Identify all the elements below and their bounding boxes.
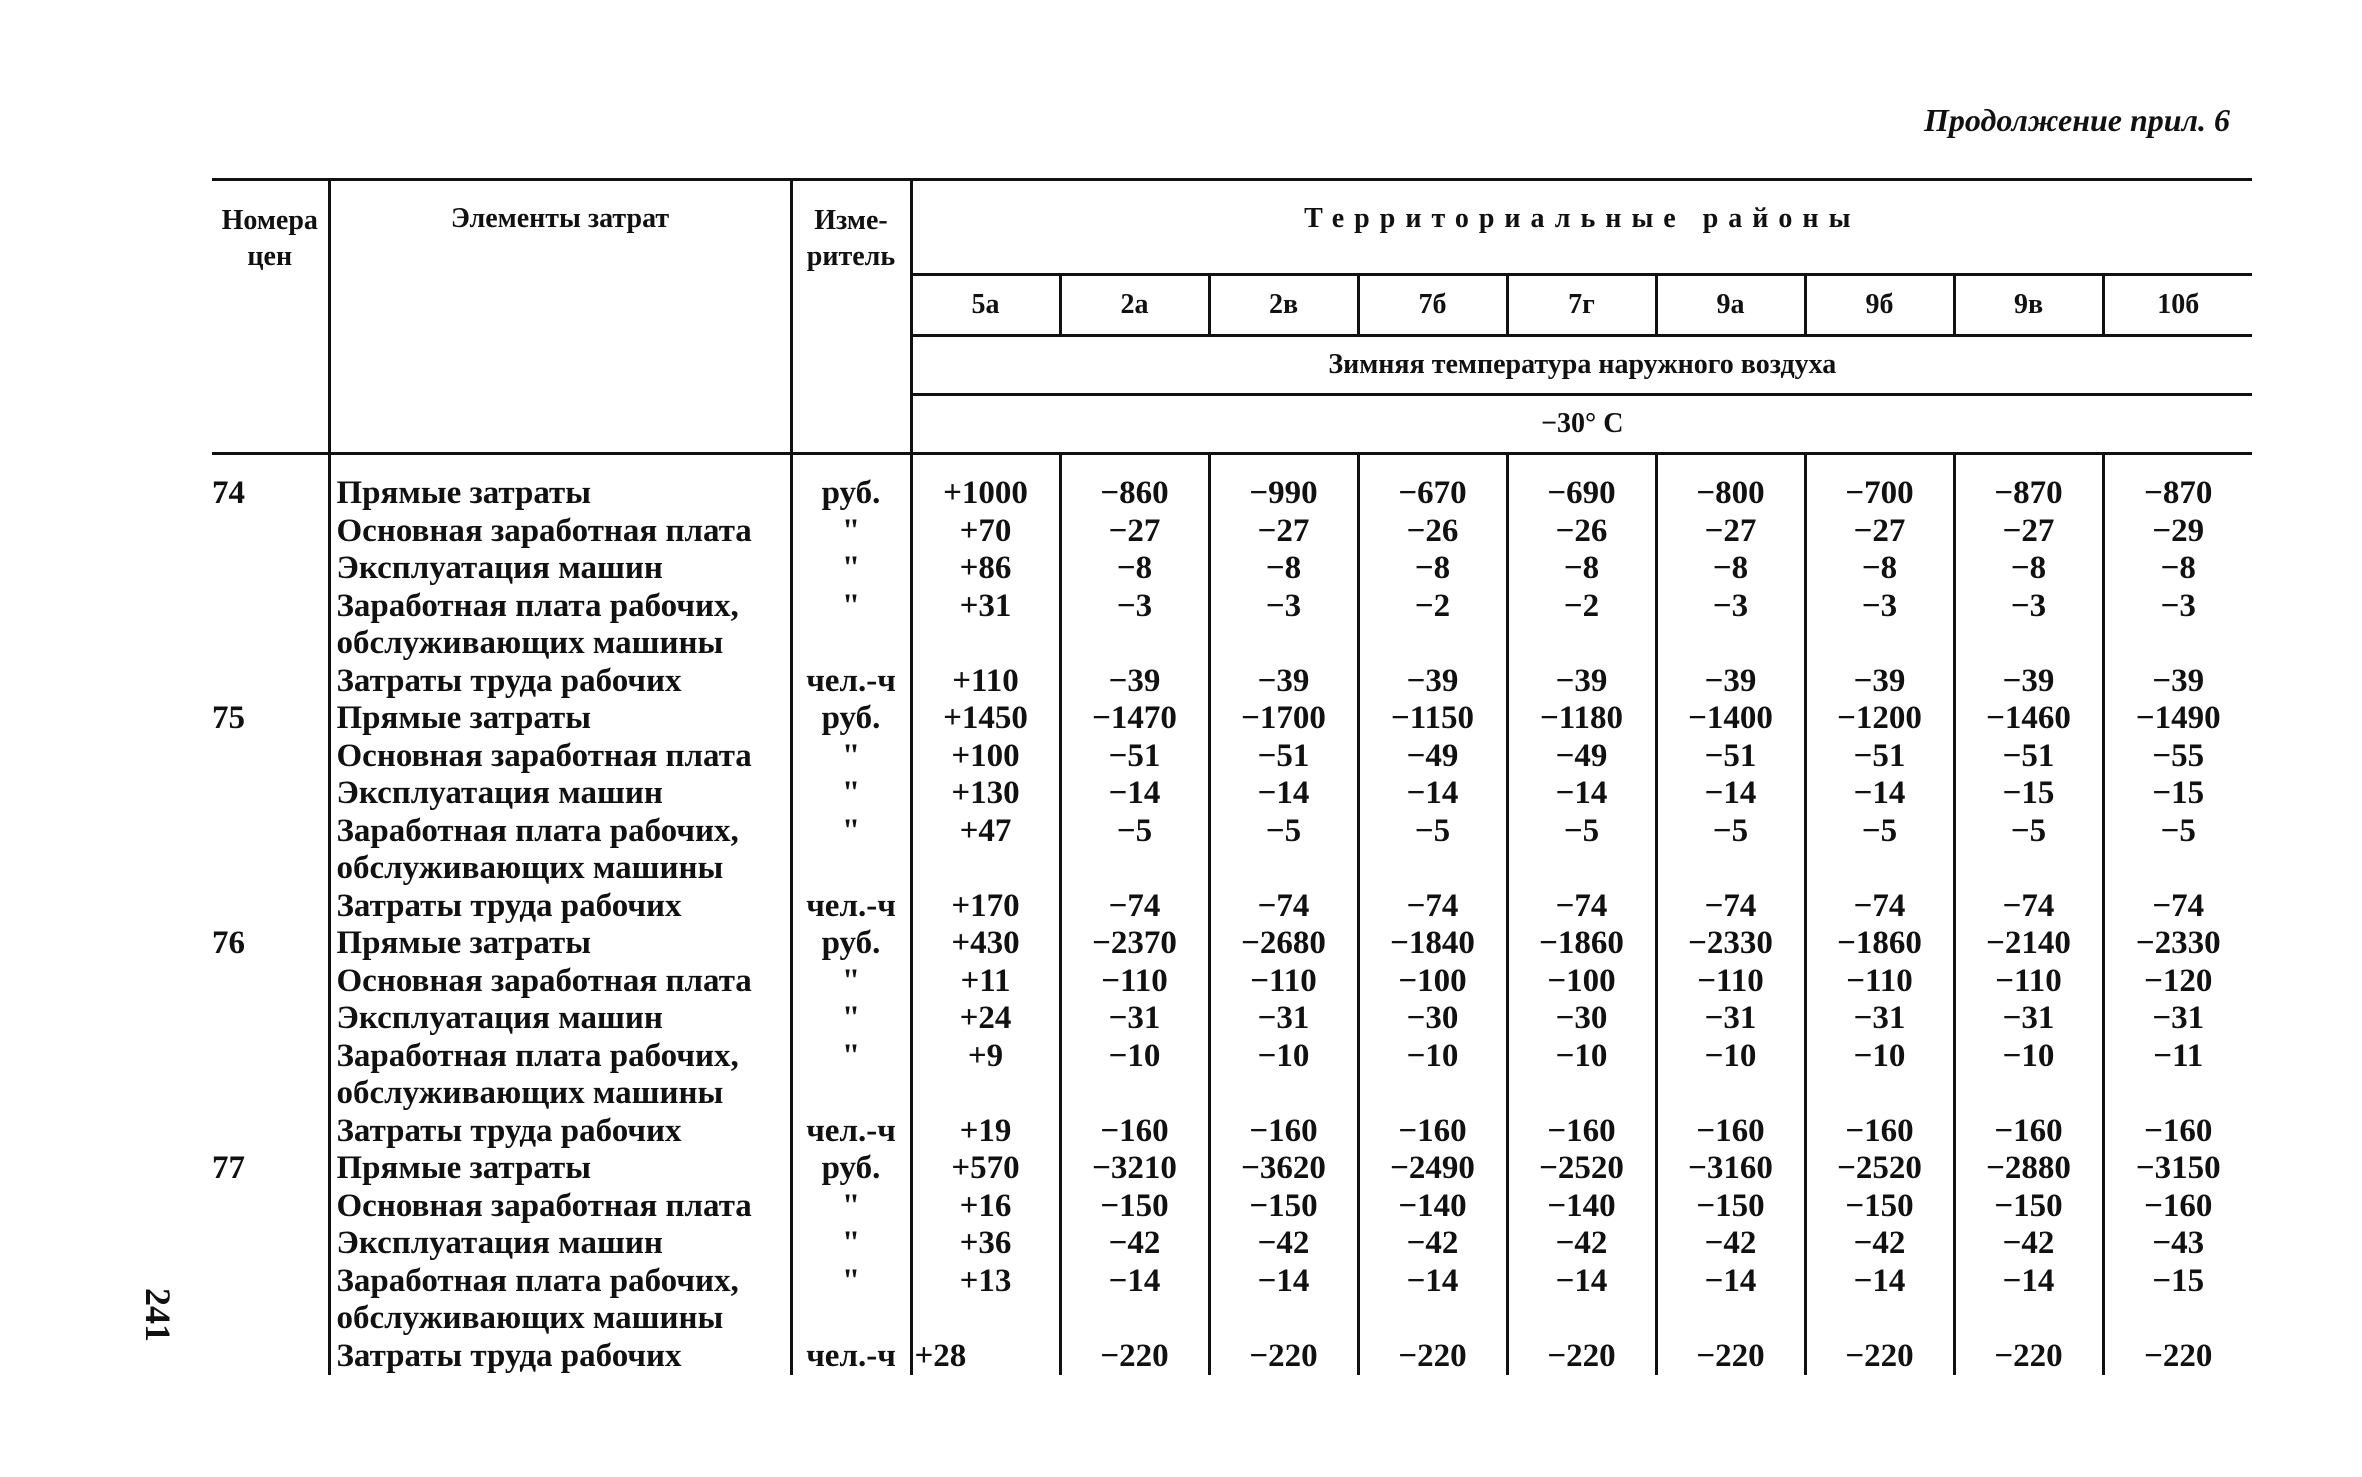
value-cell: −3 bbox=[1805, 588, 1954, 663]
price-number-cell bbox=[212, 888, 329, 926]
value-cell: −1200 bbox=[1805, 700, 1954, 738]
value-cell: −51 bbox=[1805, 738, 1954, 776]
value-cell: −42 bbox=[1209, 1225, 1358, 1263]
unit-cell: руб. bbox=[791, 700, 911, 738]
value-cell: −31 bbox=[1209, 1000, 1358, 1038]
value-cell: −14 bbox=[1209, 775, 1358, 813]
value-cell: −150 bbox=[1209, 1188, 1358, 1226]
table-row bbox=[212, 1038, 2252, 1113]
value-cell: −14 bbox=[1656, 1263, 1805, 1338]
value-cell: −2490 bbox=[1358, 1150, 1507, 1188]
cost-element-cell: Заработная плата рабочих, обслуживающих машины bbox=[329, 588, 791, 663]
value-cell: −15 bbox=[2152, 1262, 2205, 1299]
value-cell: +570 bbox=[911, 1150, 1060, 1188]
value-cell: −2 bbox=[1507, 588, 1656, 663]
value-cell: −3 bbox=[2160, 587, 2196, 624]
header-unit: Изме- ритель bbox=[791, 180, 911, 454]
unit-cell: " bbox=[791, 1188, 911, 1226]
table-row bbox=[212, 1150, 2252, 1188]
value-cell: −42 bbox=[1656, 1225, 1805, 1263]
value-cell: −49 bbox=[1507, 738, 1656, 776]
cost-element-cell: Основная заработная плата bbox=[329, 1188, 791, 1226]
value-cell: −3 bbox=[1954, 588, 2103, 663]
value-cell: −220 bbox=[2144, 1337, 2213, 1374]
value-cell: −31 bbox=[1954, 1000, 2103, 1038]
price-number-cell bbox=[212, 775, 329, 813]
value-cell: −8 bbox=[1805, 550, 1954, 588]
table-row bbox=[212, 1188, 2252, 1226]
value-cell: +31 bbox=[911, 588, 1060, 663]
value-cell: +11 bbox=[911, 963, 1060, 1001]
value-cell: −74 bbox=[1209, 888, 1358, 926]
value-cell: −30 bbox=[1507, 1000, 1656, 1038]
value-cell: −8 bbox=[1060, 550, 1209, 588]
value-cell: −1460 bbox=[1954, 700, 2103, 738]
price-number-cell bbox=[212, 1113, 329, 1151]
value-cell: −2680 bbox=[1209, 925, 1358, 963]
value-cell: +130 bbox=[911, 775, 1060, 813]
table-row bbox=[212, 925, 2252, 963]
value-cell: −8 bbox=[1507, 550, 1656, 588]
price-number-cell bbox=[212, 1188, 329, 1226]
page-number: 241 bbox=[138, 1288, 178, 1342]
value-cell: −140 bbox=[1358, 1188, 1507, 1226]
cost-element-cell: Эксплуатация машин bbox=[329, 1225, 791, 1263]
value-cell: −39 bbox=[1209, 663, 1358, 701]
value-cell: −1180 bbox=[1507, 700, 1656, 738]
value-cell: +16 bbox=[911, 1188, 1060, 1226]
value-cell: −2 bbox=[1358, 588, 1507, 663]
value-cell: −74 bbox=[1656, 888, 1805, 926]
value-cell: −800 bbox=[1656, 454, 1805, 513]
value-cell: −2880 bbox=[1954, 1150, 2103, 1188]
value-cell: −42 bbox=[1060, 1225, 1209, 1263]
value-cell: −1470 bbox=[1060, 700, 1209, 738]
value-cell: −3150 bbox=[2135, 1150, 2221, 1186]
value-cell: −74 bbox=[1358, 888, 1507, 926]
table-row bbox=[212, 1225, 2252, 1263]
unit-cell: " bbox=[791, 738, 911, 776]
cost-element-cell: Прямые затраты bbox=[329, 925, 791, 963]
value-cell: −5 bbox=[2160, 812, 2196, 849]
price-number-cell bbox=[212, 813, 329, 888]
cost-element-cell: Прямые затраты bbox=[329, 700, 791, 738]
unit-cell: " bbox=[791, 1263, 911, 1338]
cost-element-cell: Затраты труда рабочих bbox=[329, 1338, 791, 1376]
value-cell: −160 bbox=[1954, 1113, 2103, 1151]
table-body bbox=[212, 454, 2252, 1376]
value-cell: +47 bbox=[911, 813, 1060, 888]
unit-cell: " bbox=[791, 775, 911, 813]
value-cell: −2520 bbox=[1805, 1150, 1954, 1188]
value-cell: −3 bbox=[1209, 588, 1358, 663]
value-cell: +24 bbox=[911, 1000, 1060, 1038]
price-number-cell: 75 bbox=[212, 700, 329, 738]
unit-cell: чел.-ч bbox=[791, 1113, 911, 1151]
value-cell: −110 bbox=[1954, 963, 2103, 1001]
header-region: 7б bbox=[1358, 275, 1507, 336]
table-row bbox=[212, 700, 2252, 738]
value-cell: −2140 bbox=[1954, 925, 2103, 963]
cost-element-cell: Заработная плата рабочих, обслуживающих машины bbox=[329, 1038, 791, 1113]
unit-cell: чел.-ч bbox=[791, 888, 911, 926]
table-row bbox=[212, 454, 2252, 513]
cost-element-cell: Прямые затраты bbox=[329, 1150, 791, 1188]
value-cell: −1840 bbox=[1358, 925, 1507, 963]
header-region: 7г bbox=[1507, 275, 1656, 336]
price-number-cell bbox=[212, 1225, 329, 1263]
value-cell: −8 bbox=[1358, 550, 1507, 588]
table-row bbox=[212, 663, 2252, 701]
unit-cell: " bbox=[791, 550, 911, 588]
value-cell: −160 bbox=[2144, 1187, 2213, 1224]
value-cell: −220 bbox=[1358, 1338, 1507, 1376]
unit-cell: руб. bbox=[791, 925, 911, 963]
cost-element-cell: Заработная плата рабочих, обслуживающих машины bbox=[329, 813, 791, 888]
value-cell: −870 bbox=[1954, 454, 2103, 513]
cost-element-cell: Затраты труда рабочих bbox=[329, 1113, 791, 1151]
price-number-cell bbox=[212, 963, 329, 1001]
value-cell: +28 bbox=[911, 1338, 1060, 1376]
value-cell: −10 bbox=[1209, 1038, 1358, 1113]
price-number-cell: 76 bbox=[212, 925, 329, 963]
value-cell: −700 bbox=[1805, 454, 1954, 513]
value-cell: −31 bbox=[1656, 1000, 1805, 1038]
value-cell: −42 bbox=[1507, 1225, 1656, 1263]
value-cell: −100 bbox=[1358, 963, 1507, 1001]
value-cell: −5 bbox=[1060, 813, 1209, 888]
value-cell: −42 bbox=[1805, 1225, 1954, 1263]
header-region: 9в bbox=[1954, 275, 2103, 336]
table-row bbox=[212, 1263, 2252, 1338]
value-cell: −220 bbox=[1954, 1338, 2103, 1376]
header-region: 2а bbox=[1060, 275, 1209, 336]
price-number-cell bbox=[212, 1338, 329, 1376]
value-cell: −51 bbox=[1060, 738, 1209, 776]
unit-cell: " bbox=[791, 1000, 911, 1038]
header-region: 9б bbox=[1805, 275, 1954, 336]
value-cell: −14 bbox=[1805, 775, 1954, 813]
value-cell: −14 bbox=[1209, 1263, 1358, 1338]
value-cell: −14 bbox=[1060, 775, 1209, 813]
header-region: 9а bbox=[1656, 275, 1805, 336]
value-cell: −51 bbox=[1209, 738, 1358, 776]
cost-table bbox=[212, 178, 2252, 1375]
value-cell: −3620 bbox=[1209, 1150, 1358, 1188]
value-cell: −39 bbox=[1954, 663, 2103, 701]
unit-cell: руб. bbox=[791, 1150, 911, 1188]
value-cell: −150 bbox=[1656, 1188, 1805, 1226]
table-row bbox=[212, 738, 2252, 776]
value-cell: −31 bbox=[2152, 1000, 2205, 1036]
price-number-cell bbox=[212, 1263, 329, 1338]
value-cell: −10 bbox=[1358, 1038, 1507, 1113]
price-number-cell bbox=[212, 1038, 329, 1113]
table-row bbox=[212, 513, 2252, 551]
value-cell: −150 bbox=[1060, 1188, 1209, 1226]
value-cell: −5 bbox=[1507, 813, 1656, 888]
price-number-cell bbox=[212, 550, 329, 588]
value-cell: −14 bbox=[1060, 1263, 1209, 1338]
header-cost-elements: Элементы затрат bbox=[329, 180, 791, 454]
cost-element-cell: Затраты труда рабочих bbox=[329, 888, 791, 926]
value-cell: +170 bbox=[911, 888, 1060, 926]
value-cell: −5 bbox=[1805, 813, 1954, 888]
continuation-header: Продолжение прил. 6 bbox=[1924, 102, 2230, 138]
table-row bbox=[212, 1338, 2252, 1376]
value-cell: −74 bbox=[1805, 888, 1954, 926]
value-cell: −160 bbox=[1805, 1113, 1954, 1151]
value-cell: −2330 bbox=[1656, 925, 1805, 963]
value-cell: −26 bbox=[1507, 513, 1656, 551]
table-row bbox=[212, 888, 2252, 926]
header-region: 2в bbox=[1209, 275, 1358, 336]
value-cell: −74 bbox=[1954, 888, 2103, 926]
value-cell: −39 bbox=[2152, 662, 2205, 699]
value-cell: −42 bbox=[1358, 1225, 1507, 1263]
value-cell: −14 bbox=[1805, 1263, 1954, 1338]
value-cell: −690 bbox=[1507, 454, 1656, 513]
table-row bbox=[212, 775, 2252, 813]
value-cell: −110 bbox=[1060, 963, 1209, 1001]
cost-element-cell: Затраты труда рабочих bbox=[329, 663, 791, 701]
value-cell: −150 bbox=[1954, 1188, 2103, 1226]
value-cell: −8 bbox=[1656, 550, 1805, 588]
price-number-cell bbox=[212, 663, 329, 701]
value-cell: −39 bbox=[1507, 663, 1656, 701]
value-cell: +1000 bbox=[911, 454, 1060, 513]
value-cell: −10 bbox=[1060, 1038, 1209, 1113]
value-cell: −51 bbox=[1656, 738, 1805, 776]
value-cell: −220 bbox=[1805, 1338, 1954, 1376]
table-row bbox=[212, 550, 2252, 588]
value-cell: −5 bbox=[1656, 813, 1805, 888]
header-temperature-title: Зимняя температура наружного воздуха bbox=[911, 336, 2252, 395]
value-cell: −74 bbox=[2152, 887, 2205, 924]
value-cell: −8 bbox=[1209, 550, 1358, 588]
value-cell: −110 bbox=[1209, 963, 1358, 1001]
price-number-cell bbox=[212, 513, 329, 551]
header-temperature-value: −30° С bbox=[911, 395, 2252, 454]
value-cell: −74 bbox=[1060, 888, 1209, 926]
value-cell: −3 bbox=[1060, 588, 1209, 663]
value-cell: −10 bbox=[1656, 1038, 1805, 1113]
price-number-cell bbox=[212, 588, 329, 663]
value-cell: −160 bbox=[1656, 1113, 1805, 1151]
price-number-cell bbox=[212, 738, 329, 776]
cost-element-cell: Эксплуатация машин bbox=[329, 775, 791, 813]
cost-element-cell: Заработная плата рабочих, обслуживающих машины bbox=[329, 1263, 791, 1338]
header-region: 10б bbox=[2103, 275, 2252, 336]
value-cell: −14 bbox=[1507, 1263, 1656, 1338]
price-number-cell: 77 bbox=[212, 1150, 329, 1188]
unit-cell: чел.-ч bbox=[791, 663, 911, 701]
value-cell: −14 bbox=[1507, 775, 1656, 813]
header-price-number: Номера цен bbox=[212, 180, 329, 454]
value-cell: −55 bbox=[2152, 737, 2205, 774]
value-cell: −2330 bbox=[2135, 925, 2221, 961]
cost-element-cell: Эксплуатация машин bbox=[329, 550, 791, 588]
value-cell: −2520 bbox=[1507, 1150, 1656, 1188]
table-row bbox=[212, 813, 2252, 888]
value-cell: +19 bbox=[911, 1113, 1060, 1151]
value-cell: −160 bbox=[1507, 1113, 1656, 1151]
value-cell: −27 bbox=[1656, 513, 1805, 551]
value-cell: −220 bbox=[1656, 1338, 1805, 1376]
value-cell: −10 bbox=[1954, 1038, 2103, 1113]
value-cell: −110 bbox=[1656, 963, 1805, 1001]
unit-cell: " bbox=[791, 1038, 911, 1113]
cost-element-cell: Прямые затраты bbox=[329, 454, 791, 513]
value-cell: −160 bbox=[1209, 1113, 1358, 1151]
unit-cell: чел.-ч bbox=[791, 1338, 911, 1376]
value-cell: −8 bbox=[1954, 550, 2103, 588]
table-row bbox=[212, 1000, 2252, 1038]
value-cell: −42 bbox=[1954, 1225, 2103, 1263]
unit-cell: " bbox=[791, 513, 911, 551]
header-regions-title: Территориальные районы bbox=[911, 180, 2252, 275]
value-cell: +9 bbox=[911, 1038, 1060, 1113]
price-number-cell: 74 bbox=[212, 454, 329, 513]
table-row bbox=[212, 588, 2252, 663]
value-cell: −5 bbox=[1954, 813, 2103, 888]
unit-cell: руб. bbox=[791, 454, 911, 513]
value-cell: −10 bbox=[1507, 1038, 1656, 1113]
value-cell: −3 bbox=[1656, 588, 1805, 663]
value-cell: −51 bbox=[1954, 738, 2103, 776]
value-cell: −27 bbox=[1954, 513, 2103, 551]
value-cell: −1860 bbox=[1805, 925, 1954, 963]
value-cell: −140 bbox=[1507, 1188, 1656, 1226]
value-cell: −220 bbox=[1507, 1338, 1656, 1376]
unit-cell: " bbox=[791, 1225, 911, 1263]
value-cell: −43 bbox=[2152, 1225, 2205, 1261]
value-cell: +110 bbox=[911, 663, 1060, 701]
value-cell: −120 bbox=[2144, 962, 2213, 999]
value-cell: −990 bbox=[1209, 454, 1358, 513]
price-number-cell bbox=[212, 1000, 329, 1038]
value-cell: −10 bbox=[1805, 1038, 1954, 1113]
value-cell: −1700 bbox=[1209, 700, 1358, 738]
value-cell: +36 bbox=[911, 1225, 1060, 1263]
cost-element-cell: Основная заработная плата bbox=[329, 513, 791, 551]
value-cell: −1400 bbox=[1656, 700, 1805, 738]
value-cell: −74 bbox=[1507, 888, 1656, 926]
value-cell: +86 bbox=[911, 550, 1060, 588]
value-cell: −1490 bbox=[2135, 700, 2221, 736]
value-cell: +430 bbox=[911, 925, 1060, 963]
value-cell: +70 bbox=[911, 513, 1060, 551]
value-cell: −27 bbox=[1805, 513, 1954, 551]
value-cell: −3160 bbox=[1656, 1150, 1805, 1188]
value-cell: −14 bbox=[1656, 775, 1805, 813]
cost-element-cell: Основная заработная плата bbox=[329, 963, 791, 1001]
value-cell: −31 bbox=[1060, 1000, 1209, 1038]
value-cell: +13 bbox=[911, 1263, 1060, 1338]
value-cell: +100 bbox=[911, 738, 1060, 776]
value-cell: +1450 bbox=[911, 700, 1060, 738]
unit-cell: " bbox=[791, 963, 911, 1001]
value-cell: −150 bbox=[1805, 1188, 1954, 1226]
value-cell: −160 bbox=[1358, 1113, 1507, 1151]
table-row bbox=[212, 963, 2252, 1001]
table-row bbox=[212, 1113, 2252, 1151]
value-cell: −29 bbox=[2152, 512, 2205, 549]
value-cell: −220 bbox=[1209, 1338, 1358, 1376]
value-cell: −670 bbox=[1358, 454, 1507, 513]
value-cell: −39 bbox=[1805, 663, 1954, 701]
cost-element-cell: Эксплуатация машин bbox=[329, 1000, 791, 1038]
value-cell: −1860 bbox=[1507, 925, 1656, 963]
value-cell: −39 bbox=[1060, 663, 1209, 701]
value-cell: −220 bbox=[1060, 1338, 1209, 1376]
value-cell: −3210 bbox=[1060, 1150, 1209, 1188]
value-cell: −1150 bbox=[1358, 700, 1507, 738]
cost-element-cell: Основная заработная плата bbox=[329, 738, 791, 776]
value-cell: −27 bbox=[1060, 513, 1209, 551]
value-cell: −30 bbox=[1358, 1000, 1507, 1038]
value-cell: −160 bbox=[2144, 1112, 2213, 1149]
value-cell: −5 bbox=[1358, 813, 1507, 888]
unit-cell: " bbox=[791, 813, 911, 888]
header-region: 5а bbox=[911, 275, 1060, 336]
value-cell: −15 bbox=[1954, 775, 2103, 813]
value-cell: −14 bbox=[1954, 1263, 2103, 1338]
value-cell: −27 bbox=[1209, 513, 1358, 551]
value-cell: −5 bbox=[1209, 813, 1358, 888]
value-cell: −39 bbox=[1358, 663, 1507, 701]
value-cell: −15 bbox=[2152, 775, 2205, 811]
value-cell: −14 bbox=[1358, 1263, 1507, 1338]
value-cell: −860 bbox=[1060, 454, 1209, 513]
value-cell: −49 bbox=[1358, 738, 1507, 776]
value-cell: −110 bbox=[1805, 963, 1954, 1001]
value-cell: −11 bbox=[2153, 1037, 2204, 1074]
value-cell: −8 bbox=[2160, 550, 2196, 586]
value-cell: −2370 bbox=[1060, 925, 1209, 963]
value-cell: −160 bbox=[1060, 1113, 1209, 1151]
value-cell: −31 bbox=[1805, 1000, 1954, 1038]
value-cell: −39 bbox=[1656, 663, 1805, 701]
unit-cell: " bbox=[791, 588, 911, 663]
value-cell: −870 bbox=[2144, 475, 2213, 511]
value-cell: −100 bbox=[1507, 963, 1656, 1001]
value-cell: −26 bbox=[1358, 513, 1507, 551]
value-cell: −14 bbox=[1358, 775, 1507, 813]
